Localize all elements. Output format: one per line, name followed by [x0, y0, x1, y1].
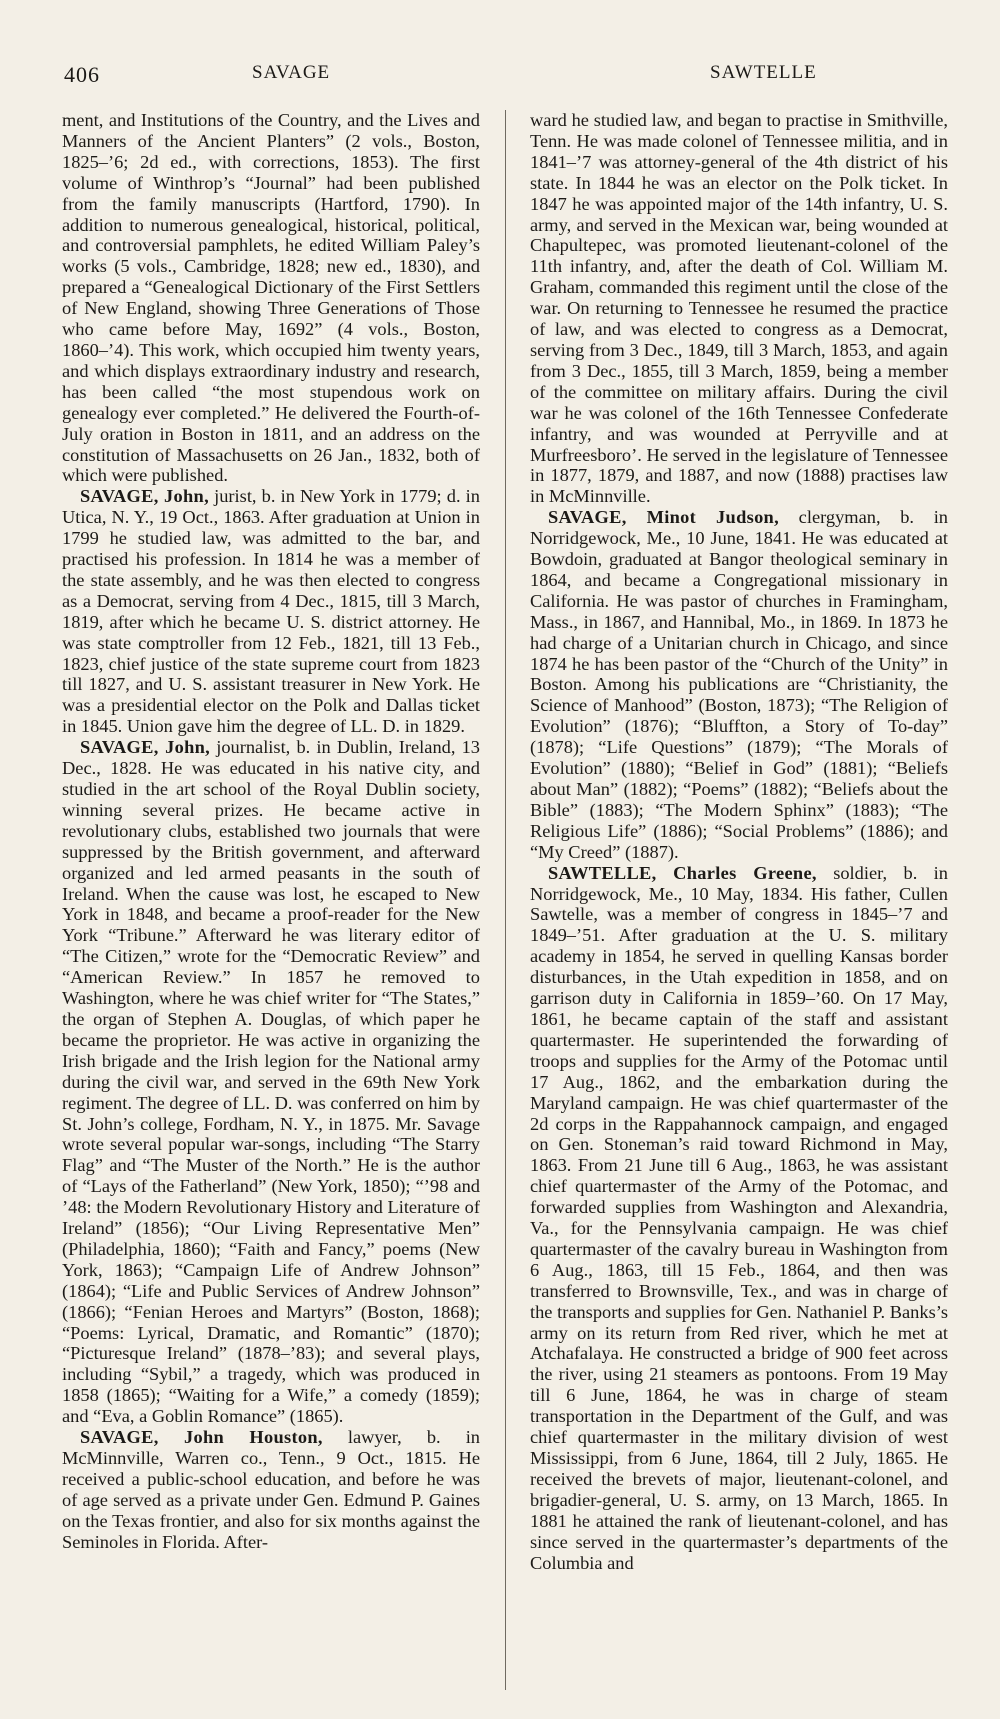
entry-headword: SAVAGE, Minot Judson, — [548, 507, 779, 528]
entry-savage-john-jurist — [62, 486, 480, 737]
entry-text: soldier, b. in Norridgewock, Me., 10 May, 1834. His father, Cullen Sawtelle, was a member of congress in 1845–’7 and 1849–’51. After graduation at the U. S. military academy in 1854, he served in quelling Kansas border disturbances, in the Utah expedition in 1858, and on garrison duty in California in 1859–’60. On 17 May, 1861, he became captain of the staff and assistant quartermaster. He superintended the forwarding of troops and supplies for the Army of the Potomac until 17 Aug., 1862, and the embarkation during the Maryland campaign. He was chief quartermaster of the 2d corps in the Rappahannock campaign, and engaged on Gen. Stoneman’s raid toward Richmond in May, 1863. From 21 June till 6 Aug., 1863, he was assistant chief quartermaster of the Army of the Potomac, and forwarded supplies from Washington and Alexandria, Va., for the Pennsylvania campaign. He was chief quartermaster of the cavalry bureau in Washington from 6 Aug., 1863, till 15 Feb., 1864, and then was transferred to Brownsville, Tex., and was in charge of the transports and supplies for Gen. Nathaniel P. Banks’s army on its return from Red river, which he met at Atchafalaya. He constructed a bridge of 900 feet across the river, using 21 steamers as pontoons. From 19 May till 6 June, 1864, he was in charge of steam transportation in the Department of the Gulf, and was chief quartermaster in the military division of west Mississippi, from 6 June, 1864, till 2 July, 1865. He received the brevets of major, lieutenant-colonel, and brigadier-general, U. S. army, on 13 March, 1865. In 1881 he attained the rank of lieutenant-colonel, and has since served in the quartermaster’s departments of the Columbia and — [530, 862, 948, 1573]
entry-savage-john-journalist — [62, 737, 480, 1427]
entry-text: clergyman, b. in Norridgewock, Me., 10 June, 1841. He was educated at Bowdoin, graduated at Bangor theological seminary in 1864, and became a Congregational missionary in California. He was pastor of churches in Framingham, Mass., in 1867, and Hannibal, Mo., in 1869. In 1873 he had charge of a Unitarian church in Chicago, and since 1874 he has been pastor of the “Church of the Unity” in Boston. Among his publications are “Christianity, the Science of Manhood” (Boston, 1873); “The Religion of Evolution” (1876); “Bluffton, a Story of To-day” (1878); “Life Questions” (1879); “The Morals of Evolution” (1880); “Belief in God” (1881); “Beliefs about Man” (1882); “Poems” (1882); “Beliefs about the Bible” (1883); “The Modern Sphinx” (1883); “The Religious Life” (1886); “Social Problems” (1886); and “My Creed” (1887). — [530, 507, 948, 862]
entry-headword: SAVAGE, John Houston, — [80, 1427, 323, 1448]
running-head-right: SAWTELLE — [710, 62, 817, 83]
entry-sawtelle-charles-greene — [530, 863, 948, 1574]
entry-savage-minot-judson — [530, 507, 948, 862]
running-head-left: SAVAGE — [252, 62, 331, 83]
entry-headword: SAWTELLE, Charles Greene, — [548, 862, 817, 883]
left-column — [62, 110, 480, 1700]
running-header — [0, 62, 1000, 94]
entry-headword: SAVAGE, John, — [80, 737, 211, 758]
entry-headword: SAVAGE, John, — [80, 486, 209, 507]
column-divider — [505, 110, 506, 1690]
continued-text: ment, and Institutions of the Country, and the Lives and Manners of the Ancient Planters” (2 vols., Boston, 1825–’6; 2d ed., with corrections, 1853). The first volume of Winthrop’s “Journal” had been published from the family manuscripts (Hartford, 1790). In addition to numerous genealogical, historical, political, and controversial pamphlets, he edited William Paley’s works (5 vols., Cambridge, 1828; new ed., 1830), and prepared a “Genealogical Dictionary of the First Settlers of New England, showing Three Generations of Those who came before May, 1692” (4 vols., Boston, 1860–’4). This work, which occupied him twenty years, and which displays extraordinary industry and research, has been called “the most stupendous work on genealogy ever completed.” He delivered the Fourth-of-July oration in Boston in 1811, and an address on the constitution of Massachusetts on 26 Jan., 1832, both of which were published. — [62, 110, 480, 486]
page-number: 406 — [64, 62, 100, 87]
entry-text: lawyer, b. in McMinnville, Warren co., Tenn., 9 Oct., 1815. He received a public-school education, and before he was of age served as a private under Gen. Edmund P. Gaines on the Texas frontier, and also for six months against the Seminoles in Florida. After- — [62, 1427, 480, 1552]
continued-text: ward he studied law, and began to practise in Smithville, Tenn. He was made colonel of Tennessee militia, and in 1841–’7 was attorney-general of the 4th district of his state. In 1844 he was an elector on the Polk ticket. In 1847 he was appointed major of the 14th infantry, U. S. army, and served in the Mexican war, being wounded at Chapultepec, was promoted lieutenant-colonel of the 11th infantry, and, after the death of Col. William M. Graham, commanded this regiment until the close of the war. On returning to Tennessee he resumed the practice of law, and was elected to congress as a Democrat, serving from 3 Dec., 1849, till 3 March, 1853, and again from 3 Dec., 1855, till 3 March, 1859, being a member of the committee on military affairs. During the civil war he was colonel of the 16th Tennessee Confederate infantry, and was wounded at Perryville and at Murfreesboro’. He served in the legislature of Tennessee in 1877, 1879, and 1887, and now (1888) practises law in McMinnville. — [530, 110, 948, 507]
entry-savage-john-houston — [62, 1427, 480, 1552]
entry-text: journalist, b. in Dublin, Ireland, 13 Dec., 1828. He was educated in his native city, and studied in the art school of the Royal Dublin society, winning several prizes. He became active in revolutionary clubs, established two journals that were suppressed by the British government, and afterward organized and led armed peasants in the south of Ireland. When the cause was lost, he escaped to New York in 1848, and became a proof-reader for the New York “Tribune.” Afterward he was literary editor of “The Citizen,” wrote for the “Democratic Review” and “American Review.” In 1857 he removed to Washington, where he was chief writer for “The States,” the organ of Stephen A. Douglas, of which paper he became the proprietor. He was active in organizing the Irish brigade and the Irish legion for the National army during the civil war, and served in the 69th New York regiment. The degree of LL. D. was conferred on him by St. John’s college, Fordham, N. Y., in 1875. Mr. Savage wrote several popular war-songs, including “The Starry Flag” and “The Muster of the North.” He is the author of “Lays of the Fatherland” (New York, 1850); “’98 and ’48: the Modern Revolutionary History and Literature of Ireland” (1856); “Our Living Representative Men” (Philadelphia, 1860); “Faith and Fancy,” poems (New York, 1863); “Campaign Life of Andrew Johnson” (1864); “Life and Public Services of Andrew Johnson” (1866); “Fenian Heroes and Martyrs” (Boston, 1868); “Poems: Lyrical, Dramatic, and Romantic” (1870); “Picturesque Ireland” (1878–’83); and several plays, including “Sybil,” a tragedy, which was produced in 1858 (1865); “Waiting for a Wife,” a comedy (1859); and “Eva, a Goblin Romance” (1865). — [62, 737, 480, 1427]
right-column — [530, 110, 948, 1700]
entry-text: jurist, b. in New York in 1779; d. in Utica, N. Y., 19 Oct., 1863. After graduation at Union in 1799 he studied law, was admitted to the bar, and practised his profession. In 1814 he was a member of the state assembly, and he was then elected to congress as a Democrat, serving from 4 Dec., 1815, till 3 March, 1819, after which he became U. S. district attorney. He was state comptroller from 12 Feb., 1821, till 13 Feb., 1823, chief justice of the state supreme court from 1823 till 1827, and U. S. assistant treasurer in New York. He was a presidential elector on the Polk and Dallas ticket in 1845. Union gave him the degree of LL. D. in 1829. — [62, 486, 480, 737]
